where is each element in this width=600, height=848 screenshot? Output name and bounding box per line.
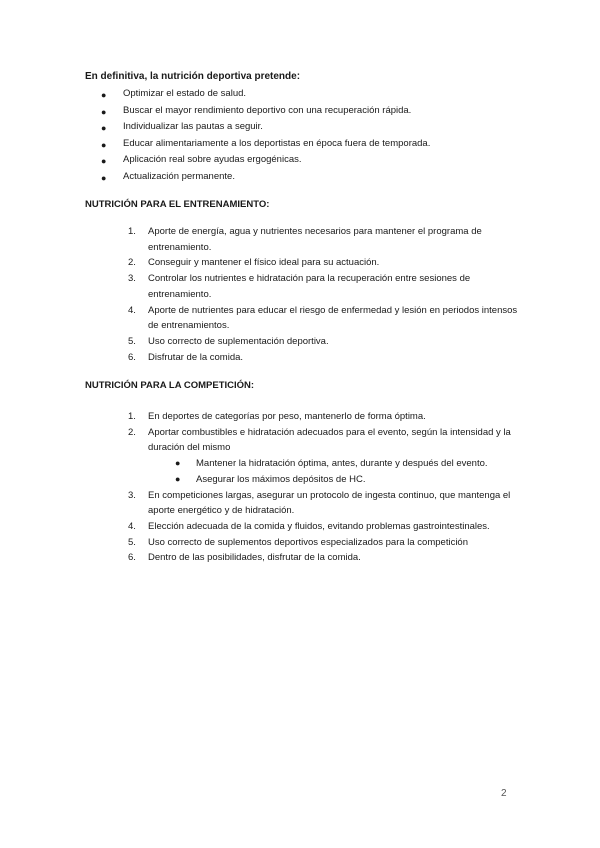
item-number: 1. — [128, 411, 136, 422]
bullet-icon: ● — [101, 106, 107, 117]
item-text: Aportar combustibles e hidratación adecuados para el evento, según la intensidad y la duración del mismo — [148, 426, 511, 454]
list-item — [128, 535, 518, 551]
bullet-icon: ● — [175, 473, 181, 484]
list-item — [128, 224, 518, 255]
item-number: 5. — [128, 335, 136, 347]
bullet-icon: ● — [175, 458, 181, 469]
item-number: 3. — [128, 273, 136, 285]
competition-list — [128, 409, 518, 566]
goals-list — [101, 87, 430, 186]
list-item — [101, 137, 430, 154]
list-item — [101, 170, 430, 187]
bullet-icon: ● — [101, 172, 107, 183]
item-text: Aporte de nutrientes para educar el riesgo de enfermedad y lesión en periodos intensos de entrenamientos. — [148, 304, 518, 332]
item-number: 6. — [128, 552, 136, 564]
item-number: 6. — [128, 351, 136, 363]
list-item — [101, 120, 430, 137]
list-item — [101, 153, 430, 170]
item-text: Uso correcto de suplementos deportivos especializados para la competición — [148, 536, 469, 548]
list-item — [128, 425, 518, 488]
item-number: 3. — [128, 489, 136, 501]
bullet-icon: ● — [101, 123, 107, 133]
list-item — [101, 104, 430, 121]
training-heading: NUTRICIÓN PARA EL ENTRENAMIENTO: — [85, 199, 270, 210]
list-item — [101, 87, 430, 104]
item-number: 5. — [128, 536, 136, 548]
item-text: Uso correcto de suplementación deportiva. — [148, 335, 329, 347]
goal-text: Actualización permanente. — [123, 170, 235, 182]
item-number: 2. — [128, 257, 136, 269]
sub-list-item — [148, 456, 518, 472]
intro-text: En definitiva, la nutrición deportiva pretende: — [85, 71, 301, 82]
item-number: 1. — [128, 226, 136, 237]
training-list — [128, 224, 518, 365]
goal-text: Individualizar las pautas a seguir. — [123, 121, 263, 132]
bullet-icon: ● — [101, 139, 107, 150]
bullet-icon: ● — [101, 156, 107, 166]
page-number: 2 — [501, 788, 507, 799]
goal-text: Optimizar el estado de salud. — [123, 88, 247, 99]
list-item — [128, 255, 518, 271]
sub-item-text: Mantener la hidratación óptima, antes, durante y después del evento. — [196, 458, 488, 470]
item-number: 4. — [128, 304, 136, 316]
list-item — [128, 350, 518, 366]
goal-text: Educar alimentariamente a los deportistas en época fuera de temporada. — [123, 137, 431, 149]
list-item — [128, 271, 518, 302]
list-item — [128, 334, 518, 350]
item-text: En competiciones largas, asegurar un protocolo de ingesta continuo, que mantenga el aporte energético y de hidratación. — [148, 489, 511, 517]
list-item — [128, 519, 518, 535]
list-item — [128, 488, 518, 519]
item-text: Elección adecuada de la comida y fluidos, evitando problemas gastrointestinales. — [148, 520, 490, 532]
goal-text: Buscar el mayor rendimiento deportivo con una recuperación rápida. — [123, 104, 412, 116]
list-item — [128, 550, 518, 566]
item-text: En deportes de categorías por peso, mantenerlo de forma óptima. — [148, 411, 426, 422]
bullet-icon: ● — [101, 90, 107, 100]
sub-list-item — [148, 472, 518, 488]
competition-heading: NUTRICIÓN PARA LA COMPETICIÓN: — [85, 380, 255, 391]
item-number: 2. — [128, 426, 136, 438]
item-text: Aporte de energía, agua y nutrientes necesarios para mantener el programa de entrenamiento. — [148, 226, 482, 253]
sub-item-text: Asegurar los máximos depósitos de HC. — [196, 473, 366, 485]
competition-sublist — [148, 456, 518, 487]
goal-text: Aplicación real sobre ayudas ergogénicas. — [123, 154, 302, 165]
item-text: Conseguir y mantener el físico ideal para su actuación. — [148, 257, 380, 269]
item-number: 4. — [128, 520, 136, 532]
item-text: Controlar los nutrientes e hidratación para la recuperación entre sesiones de entrenamiento. — [148, 273, 471, 300]
list-item — [128, 303, 518, 334]
item-text: Disfrutar de la comida. — [148, 351, 244, 363]
list-item — [128, 409, 518, 425]
item-text: Dentro de las posibilidades, disfrutar de la comida. — [148, 552, 361, 564]
